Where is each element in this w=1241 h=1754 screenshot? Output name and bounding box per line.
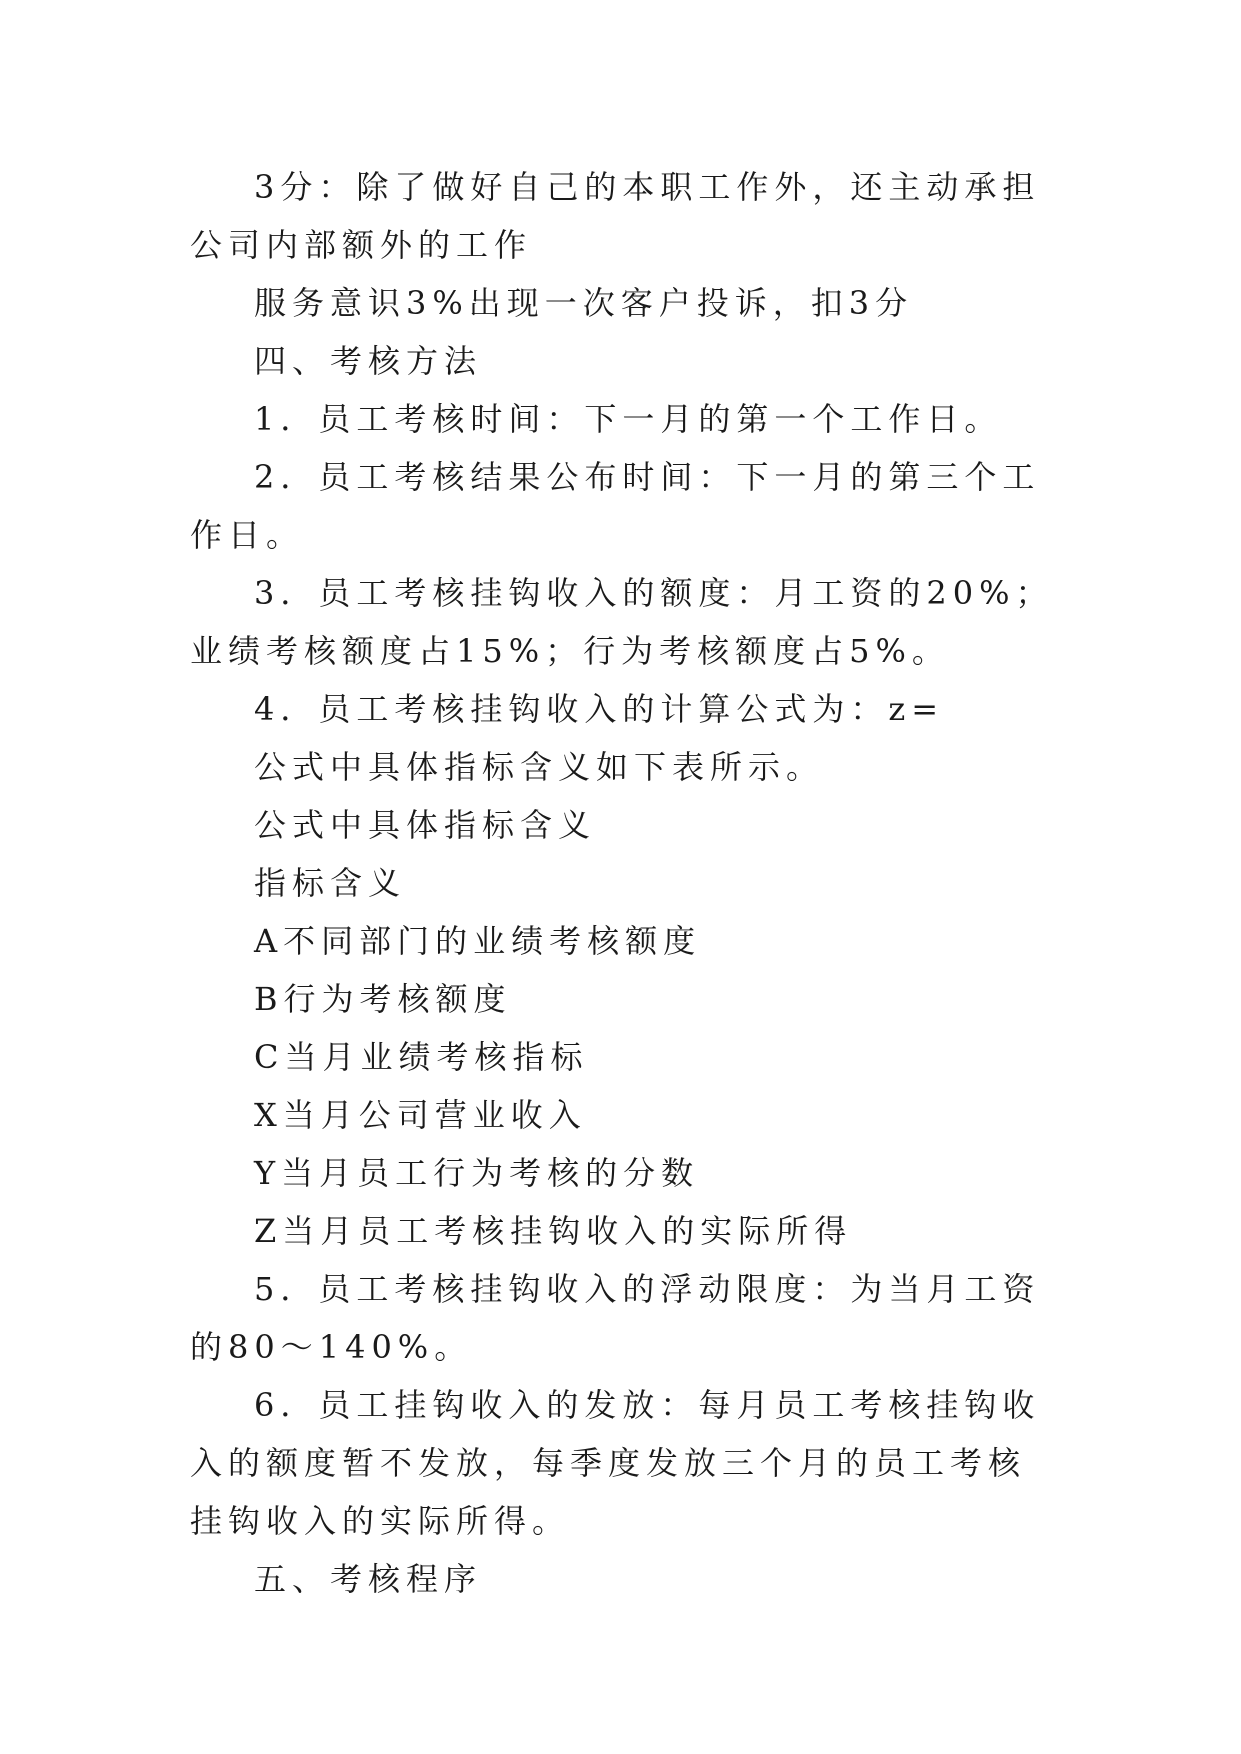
paragraph-service-awareness: 服务意识3%出现一次客户投诉，扣3分 <box>254 284 914 322</box>
table-row-z: Z当月员工考核挂钩收入的实际所得 <box>254 1212 853 1250</box>
paragraph-formula-note: 公式中具体指标含义如下表所示。 <box>254 748 825 786</box>
table-row-x: X当月公司营业收入 <box>254 1096 587 1134</box>
paragraph-score-3: 3分：除了做好自己的本职工作外，还主动承担公司内部额外的工作 <box>190 168 1041 264</box>
paragraph-item-2: 2．员工考核结果公布时间：下一月的第三个工作日。 <box>190 458 1041 554</box>
section-heading-assessment-procedure: 五、考核程序 <box>254 1560 483 1598</box>
paragraph-item-1: 1．员工考核时间：下一月的第一个工作日。 <box>254 400 1003 438</box>
paragraph-item-6: 6．员工挂钩收入的发放：每月员工考核挂钩收入的额度暂不发放，每季度发放三个月的员工考核挂钩收入的实际所得。 <box>190 1386 1041 1540</box>
paragraph-item-3: 3．员工考核挂钩收入的额度：月工资的20%；业绩考核额度占15%；行为考核额度占5%。 <box>190 574 1054 670</box>
section-heading-assessment-method: 四、考核方法 <box>254 342 483 380</box>
table-row-a: A不同部门的业绩考核额度 <box>254 922 702 960</box>
paragraph-item-5: 5．员工考核挂钩收入的浮动限度：为当月工资的80～140%。 <box>190 1270 1041 1366</box>
paragraph-item-4: 4．员工考核挂钩收入的计算公式为：z= <box>254 690 945 728</box>
table-row-c: C当月业绩考核指标 <box>254 1038 589 1076</box>
document-body <box>190 158 1060 1608</box>
table-row-b: B行为考核额度 <box>254 980 512 1018</box>
table-caption: 公式中具体指标含义 <box>254 806 597 844</box>
table-row-y: Y当月员工行为考核的分数 <box>254 1154 700 1192</box>
table-header: 指标含义 <box>254 864 407 902</box>
